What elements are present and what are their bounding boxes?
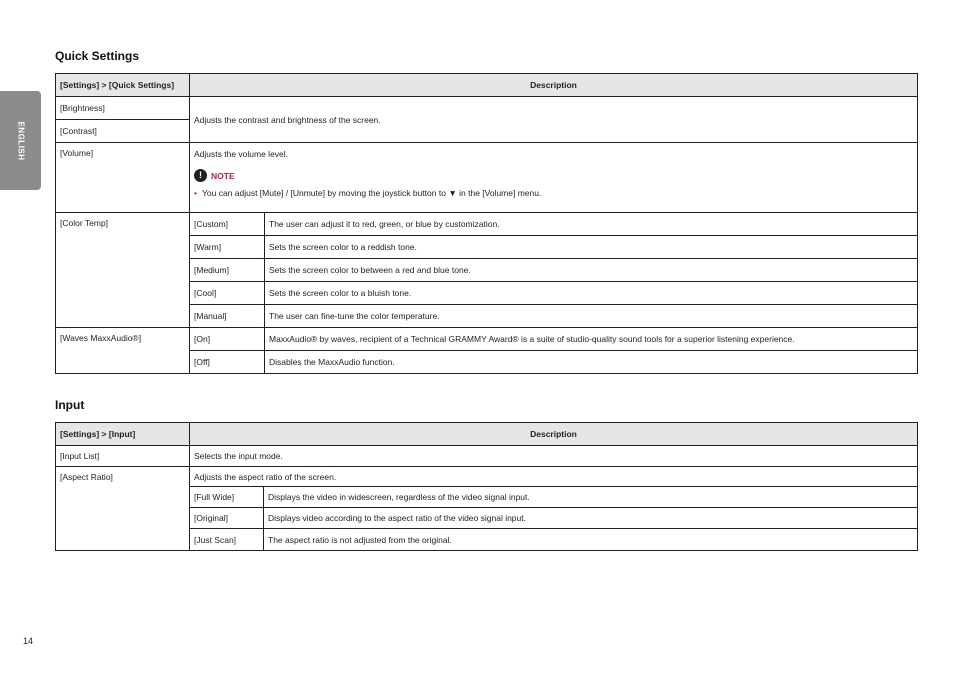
color-temp-label: [Color Temp] bbox=[56, 213, 190, 328]
language-label: ENGLISH bbox=[16, 120, 25, 161]
color-option-desc: The user can adjust it to red, green, or blue by customization. bbox=[265, 213, 918, 236]
table-header-row bbox=[56, 423, 918, 446]
color-option-desc: Sets the screen color to a reddish tone. bbox=[265, 236, 918, 259]
language-tab bbox=[0, 91, 41, 190]
input-list-label: [Input List] bbox=[56, 446, 190, 467]
table-row bbox=[56, 97, 918, 120]
table-row bbox=[56, 467, 918, 487]
quick-settings-table bbox=[55, 73, 918, 374]
note-label: NOTE bbox=[211, 170, 235, 181]
color-option: [Cool] bbox=[190, 282, 265, 305]
note-text: • You can adjust [Mute] / [Unmute] by moving the joystick button to ▼ in the [Volume] menu. bbox=[194, 188, 542, 198]
bullet-icon: • bbox=[194, 188, 197, 198]
volume-label: [Volume] bbox=[56, 143, 190, 213]
aspect-ratio-label: [Aspect Ratio] bbox=[56, 467, 190, 551]
table-header-row bbox=[56, 74, 918, 97]
note-alert-icon: ! bbox=[194, 169, 207, 182]
header-description: Description bbox=[190, 423, 918, 446]
header-settings: [Settings] > [Quick Settings] bbox=[56, 74, 190, 97]
color-option: [Manual] bbox=[190, 305, 265, 328]
down-arrow-icon: ▼ bbox=[448, 188, 457, 198]
aspect-ratio-desc: Adjusts the aspect ratio of the screen. bbox=[190, 467, 918, 487]
header-settings: [Settings] > [Input] bbox=[56, 423, 190, 446]
brightness-label: [Brightness] bbox=[56, 97, 190, 120]
waves-option: [On] bbox=[190, 328, 265, 351]
aspect-option: [Full Wide] bbox=[190, 487, 264, 508]
input-title: Input bbox=[55, 398, 85, 412]
waves-label: [Waves MaxxAudio®] bbox=[56, 328, 190, 374]
volume-desc: Adjusts the volume level. bbox=[194, 149, 289, 159]
color-option-desc: Sets the screen color to a bluish tone. bbox=[265, 282, 918, 305]
brightness-contrast-desc: Adjusts the contrast and brightness of the screen. bbox=[190, 97, 918, 143]
table-row bbox=[56, 213, 918, 236]
waves-option: [Off] bbox=[190, 351, 265, 374]
note-heading bbox=[194, 169, 913, 182]
table-row bbox=[56, 328, 918, 351]
aspect-option: [Original] bbox=[190, 508, 264, 529]
waves-option-desc: Disables the MaxxAudio function. bbox=[265, 351, 918, 374]
color-option: [Medium] bbox=[190, 259, 265, 282]
aspect-option-desc: The aspect ratio is not adjusted from the original. bbox=[264, 529, 918, 551]
input-list-desc: Selects the input mode. bbox=[190, 446, 918, 467]
waves-option-desc: MaxxAudio® by waves, recipient of a Technical GRAMMY Award® is a suite of studio-quality sound tools for a superior listening experience. bbox=[265, 328, 918, 351]
page-number: 14 bbox=[23, 636, 34, 646]
header-description: Description bbox=[190, 74, 918, 97]
table-row bbox=[56, 446, 918, 467]
contrast-label: [Contrast] bbox=[56, 120, 190, 143]
quick-settings-title: Quick Settings bbox=[55, 49, 140, 63]
aspect-option: [Just Scan] bbox=[190, 529, 264, 551]
color-option: [Warm] bbox=[190, 236, 265, 259]
aspect-option-desc: Displays video according to the aspect ratio of the video signal input. bbox=[264, 508, 918, 529]
color-option: [Custom] bbox=[190, 213, 265, 236]
table-row bbox=[56, 143, 918, 213]
color-option-desc: Sets the screen color to between a red and blue tone. bbox=[265, 259, 918, 282]
color-option-desc: The user can fine-tune the color temperature. bbox=[265, 305, 918, 328]
aspect-option-desc: Displays the video in widescreen, regardless of the video signal input. bbox=[264, 487, 918, 508]
input-table bbox=[55, 422, 918, 551]
volume-desc-cell bbox=[190, 143, 918, 213]
